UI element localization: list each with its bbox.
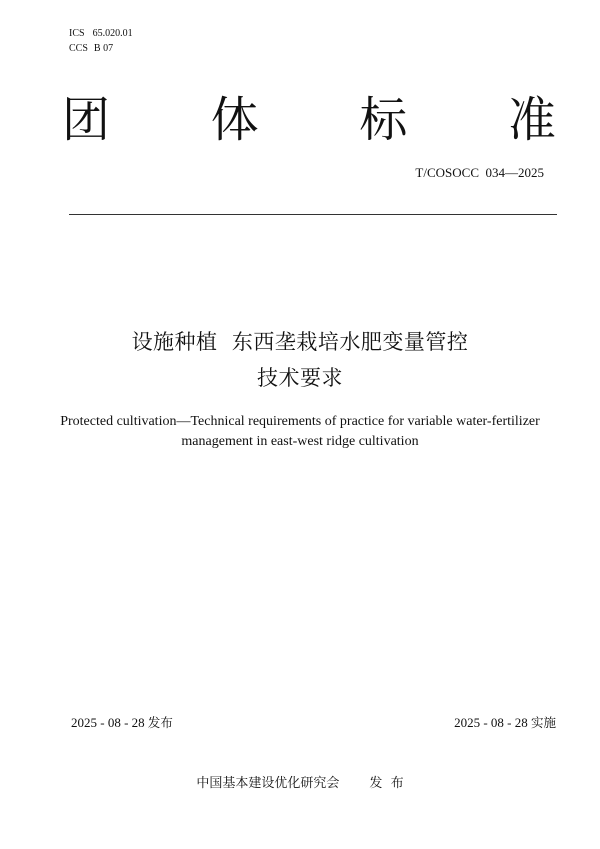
implement-date: [454, 715, 556, 731]
document-type-heading: [62, 92, 556, 148]
issue-label: 发布: [147, 715, 173, 730]
standard-number: T/COSOCC 034—2025: [415, 165, 544, 180]
publisher: [0, 776, 600, 792]
implement-date-value: 2025 - 08 - 28: [454, 715, 531, 730]
ics-code: 65.020.01: [92, 28, 133, 39]
heading-char-2: 体: [210, 92, 259, 148]
publisher-action: 发 布: [369, 776, 404, 791]
issue-date: [71, 715, 173, 731]
heading-char-3: 标: [359, 92, 408, 148]
ccs-classification: [69, 43, 113, 55]
english-title-line-1: Protected cultivation—Technical requirements of practice for variable water-fertilizer: [60, 414, 540, 429]
chinese-title-line-2: 技术要求: [257, 366, 343, 390]
ccs-code: B 07: [93, 43, 114, 54]
english-title-line-2: management in east-west ridge cultivation: [181, 434, 419, 449]
chinese-title-line-1: 设施种植 东西垄栽培水肥变量管控: [131, 330, 469, 354]
ccs-label: CCS: [69, 43, 88, 54]
ics-classification: [69, 28, 133, 40]
issue-date-value: 2025 - 08 - 28: [71, 715, 148, 730]
publisher-name: 中国基本建设优化研究会: [196, 776, 340, 791]
heading-char-4: 准: [507, 92, 556, 148]
implement-label: 实施: [530, 715, 556, 730]
ics-label: ICS: [69, 28, 85, 39]
heading-char-1: 团: [62, 92, 111, 148]
header-divider: [69, 214, 557, 215]
